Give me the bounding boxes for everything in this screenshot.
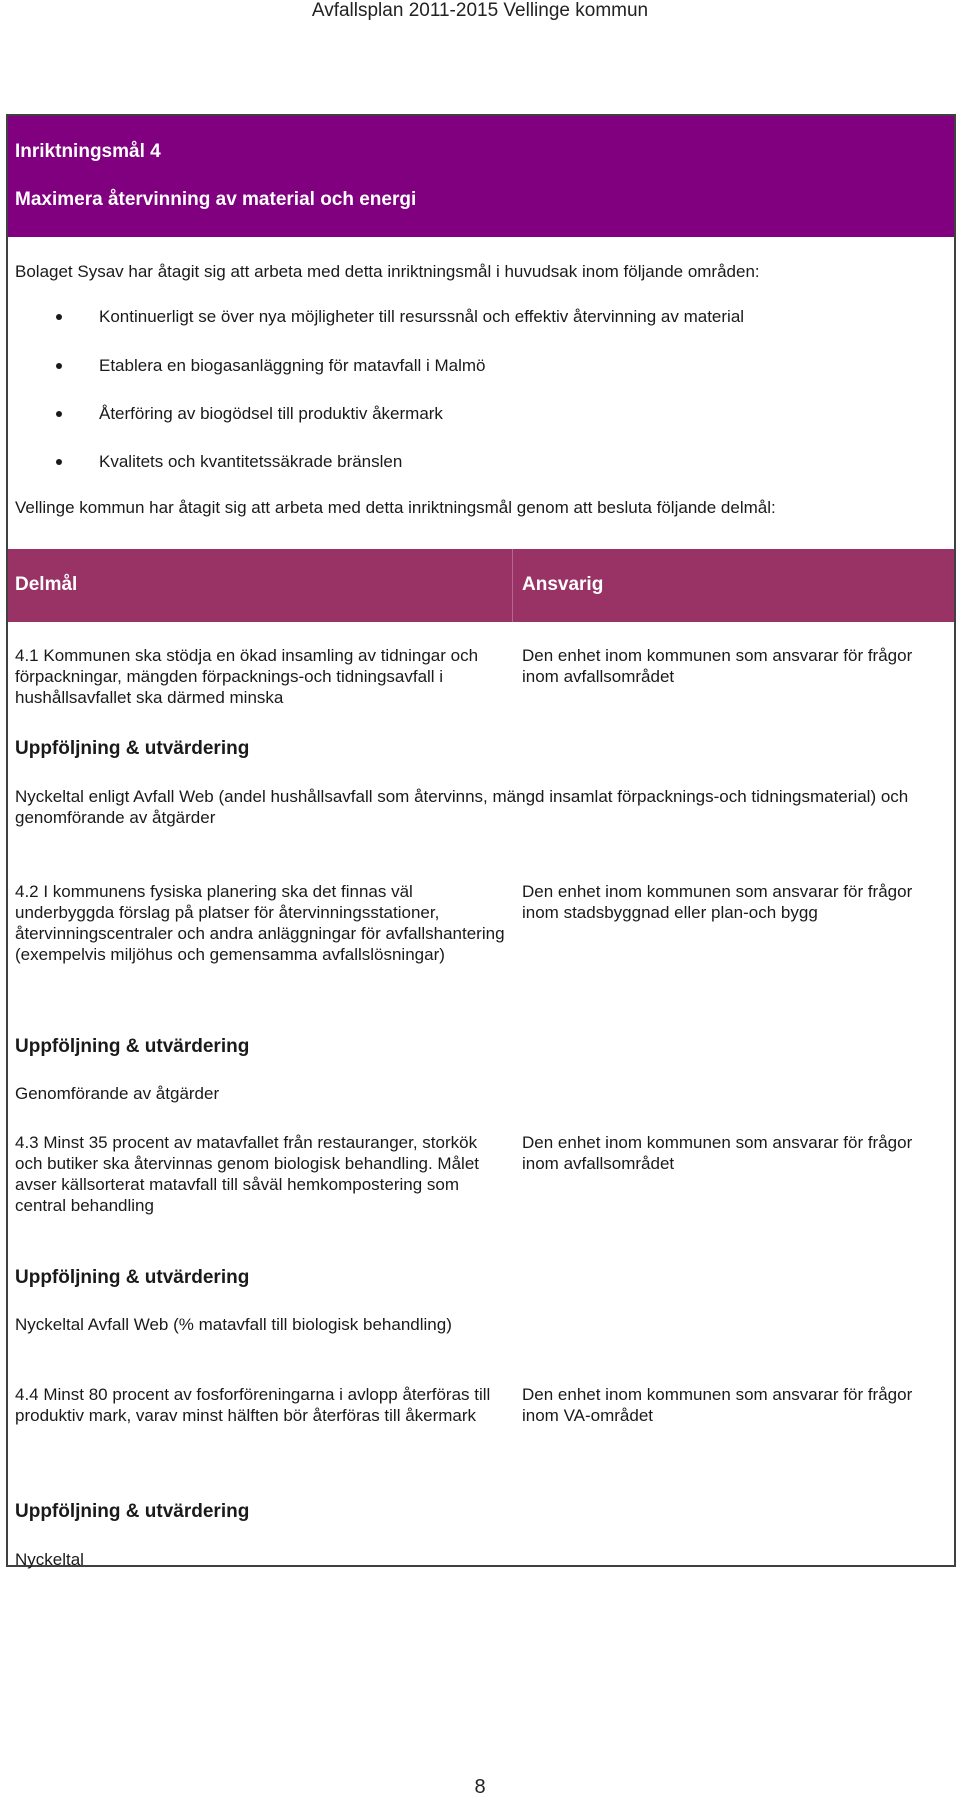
subgoal-text: 4.1 Kommunen ska stödja en ökad insamling av tidningar och förpackningar, mängden förpacknings-och tidningsavfall i hushållsavfallet ska därmed minska <box>15 646 479 707</box>
bullet-icon <box>56 411 62 417</box>
goal-title-band <box>8 116 954 237</box>
sysav-intro-text: Bolaget Sysav har åtagit sig att arbeta med detta inriktningsmål i huvudsak inom följande områden: <box>15 262 760 281</box>
subgoal-responsible: Den enhet inom kommunen som ansvarar för frågor inom stadsbyggnad eller plan-och bygg <box>522 882 913 922</box>
page-number: 8 <box>474 1776 486 1798</box>
bullet-icon <box>56 363 62 369</box>
followup-text: Nyckeltal enligt Avfall Web (andel hushållsavfall som återvinns, mängd insamlat förpacknings-och tidningsmaterial) och genomförande av åtgärder <box>15 787 909 827</box>
subgoal-text: 4.2 I kommunens fysiska planering ska det finnas väl underbyggda förslag på platser för återvinningsstationer, återvinningscentraler och andra anläggningar för avfallshantering (exempelvis miljöhus och gemensamma avfallslösningar) <box>15 882 505 964</box>
goal-label: Inriktningsmål 4 <box>15 141 161 162</box>
column-header-goal: Delmål <box>15 574 78 595</box>
vellinge-intro-text: Vellinge kommun har åtagit sig att arbeta med detta inriktningsmål genom att besluta följande delmål: <box>15 498 776 517</box>
column-divider <box>512 549 513 622</box>
subgoal-text: 4.3 Minst 35 procent av matavfallet från restauranger, storkök och butiker ska återvinnas genom biologisk behandling. Målet avser källsorterat matavfall till såväl hemkompostering som central behandling <box>15 1133 479 1215</box>
followup-text: Genomförande av åtgärder <box>15 1084 220 1103</box>
bullet-icon <box>56 314 62 320</box>
subgoal-table-header <box>8 549 954 622</box>
bullet-text: Etablera en biogasanläggning för matavfall i Malmö <box>99 356 486 375</box>
goal-title: Maximera återvinning av material och energi <box>15 189 417 210</box>
subgoal-text: 4.4 Minst 80 procent av fosforföreningarna i avlopp återföras till produktiv mark, varav minst hälften bör återföras till åkermark <box>15 1385 491 1425</box>
subgoal-responsible: Den enhet inom kommunen som ansvarar för frågor inom VA-området <box>522 1385 913 1425</box>
running-header: Avfallsplan 2011-2015 Vellinge kommun <box>311 0 649 21</box>
bullet-icon <box>56 459 62 465</box>
subgoal-responsible: Den enhet inom kommunen som ansvarar för frågor inom avfallsområdet <box>522 646 913 686</box>
followup-text: Nyckeltal <box>15 1550 84 1569</box>
subgoal-responsible: Den enhet inom kommunen som ansvarar för frågor inom avfallsområdet <box>522 1133 913 1173</box>
followup-heading: Uppföljning & utvärdering <box>15 1267 250 1288</box>
followup-heading: Uppföljning & utvärdering <box>15 738 250 759</box>
followup-heading: Uppföljning & utvärdering <box>15 1501 250 1522</box>
followup-heading: Uppföljning & utvärdering <box>15 1036 250 1057</box>
column-header-responsible: Ansvarig <box>522 574 604 595</box>
bullet-text: Kontinuerligt se över nya möjligheter till resurssnål och effektiv återvinning av material <box>99 307 745 326</box>
followup-text: Nyckeltal Avfall Web (% matavfall till biologisk behandling) <box>15 1315 452 1334</box>
bullet-text: Återföring av biogödsel till produktiv åkermark <box>99 404 443 423</box>
bullet-text: Kvalitets och kvantitetssäkrade bränslen <box>99 452 403 471</box>
goal-box <box>6 114 956 1567</box>
